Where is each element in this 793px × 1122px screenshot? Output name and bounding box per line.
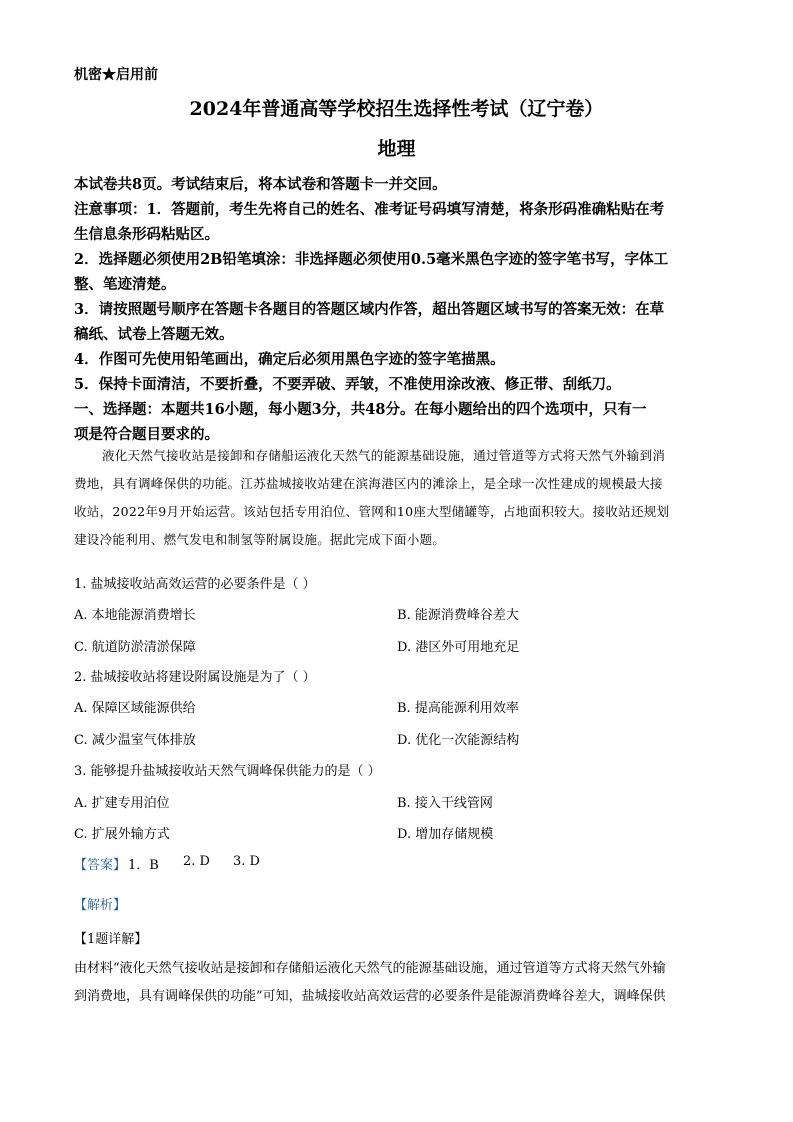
question-2-option-d: D. 优化一次能源结构 xyxy=(397,733,520,748)
analysis-tag: 【解析】 xyxy=(74,898,127,913)
instruction-line: 本试卷共8页。考试结束后，将本试卷和答题卡一并交回。 xyxy=(74,176,447,193)
answer-2: 2. D xyxy=(183,854,210,869)
analysis-body xyxy=(74,955,722,1011)
question-2-option-b: B. 提高能源利用效率 xyxy=(397,701,519,716)
question-3-option-b: B. 接入干线管网 xyxy=(397,796,493,811)
exam-instructions xyxy=(74,172,722,447)
subject-title: 地理 xyxy=(377,138,416,160)
answer-1: 1．B xyxy=(128,858,159,873)
exam-title: 2024年普通高等学校招生选择性考试（辽宁卷） xyxy=(189,98,604,120)
question-1-detail-heading: 【1题详解】 xyxy=(74,932,148,947)
material-line: 收站，2022年9月开始运营。该站包括专用泊位、管网和10座大型储罐等，占地面积较大。接收站还规划 xyxy=(74,504,670,519)
question-3-option-c: C. 扩展外输方式 xyxy=(74,827,170,842)
analysis-line: 到消费地，具有调峰保供的功能”可知，盐城接收站高效运营的必要条件是能源消费峰谷差大，调峰保供 xyxy=(74,989,666,1004)
instruction-line: 稿纸、试卷上答题无效。 xyxy=(74,326,234,343)
section-heading-line: 项是符合题目要求的。 xyxy=(74,426,219,443)
question-2-option-a: A. 保障区域能源供给 xyxy=(74,701,196,716)
question-3-option-a: A. 扩建专用泊位 xyxy=(74,796,170,811)
analysis-line: 由材料“液化天然气接收站是接卸和存储船运液化天然气的能源基础设施，通过管道等方式将天然气外输 xyxy=(74,961,666,976)
question-1-option-d: D. 港区外可用地充足 xyxy=(397,640,520,655)
instruction-line: 4．作图可先使用铅笔画出，确定后必须用黑色字迹的签字笔描黑。 xyxy=(74,351,505,368)
question-3-option-d: D. 增加存储规模 xyxy=(397,827,494,842)
answer-tag: 【答案】 xyxy=(74,858,127,873)
question-1-option-a: A. 本地能源消费增长 xyxy=(74,608,196,623)
question-2-option-c: C. 减少温室气体排放 xyxy=(74,733,196,748)
reading-material xyxy=(74,442,722,554)
instruction-line: 2．选择题必须使用2B铅笔填涂：非选择题必须使用0.5毫米黑色字迹的签字笔书写，字体工 xyxy=(74,251,669,268)
material-line: 建设冷能利用、燃气发电和制氢等附属设施。据此完成下面小题。 xyxy=(74,532,446,547)
instruction-line: 整、笔迹清楚。 xyxy=(74,276,176,293)
instruction-line: 生信息条形码粘贴区。 xyxy=(74,226,219,243)
instruction-line: 注意事项：1．答题前，考生先将自己的姓名、准考证号码填写清楚，将条形码准确粘贴在考 xyxy=(74,201,665,218)
section-heading-line: 一、选择题：本题共16小题，每小题3分，共48分。在每小题给出的四个选项中，只有一 xyxy=(74,401,647,418)
instruction-line: 5．保持卡面清洁，不要折叠，不要弄破、弄皱，不准使用涂改液、修正带、刮纸刀。 xyxy=(74,376,621,393)
answer-3: 3. D xyxy=(233,854,260,869)
question-2-stem: 2. 盐城接收站将建设附属设施是为了（ ） xyxy=(74,670,316,685)
material-line: 费地，具有调峰保供的功能。江苏盐城接收站建在滨海港区内的滩涂上，是全球一次性建成的规模最大接 xyxy=(74,476,663,491)
question-1-option-c: C. 航道防淤清淤保障 xyxy=(74,640,196,655)
instruction-line: 3．请按照题号顺序在答题卡各题目的答题区域内作答，超出答题区域书写的答案无效：在草 xyxy=(74,301,665,318)
question-3-stem: 3. 能够提升盐城接收站天然气调峰保供能力的是（ ） xyxy=(74,764,381,779)
question-1-option-b: B. 能源消费峰谷差大 xyxy=(397,608,519,623)
confidential-label: 机密★启用前 xyxy=(74,67,158,83)
question-1-stem: 1. 盐城接收站高效运营的必要条件是（ ） xyxy=(74,577,316,592)
material-line: 液化天然气接收站是接卸和存储船运液化天然气的能源基础设施，通过管道等方式将天然气外输到消 xyxy=(102,448,666,463)
